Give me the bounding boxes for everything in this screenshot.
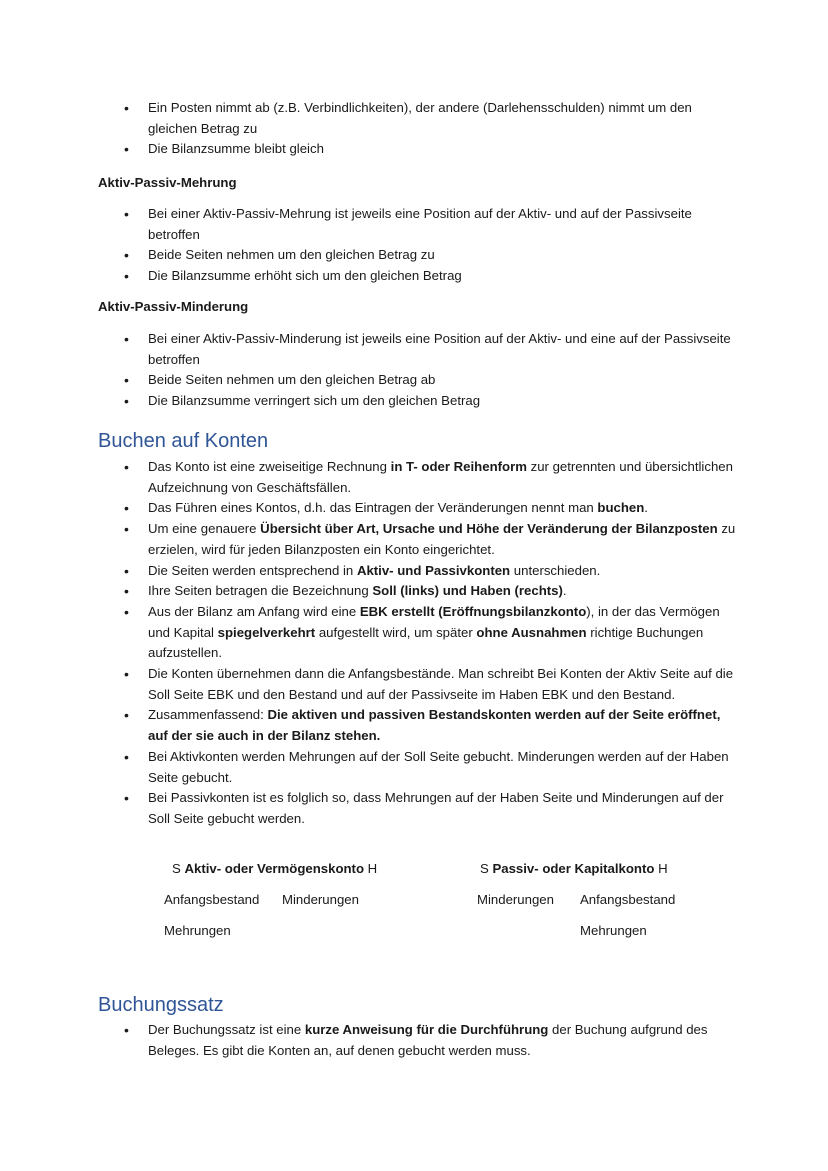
- aktiv-haben-entry: Minderungen: [282, 892, 359, 907]
- text: .: [644, 500, 648, 516]
- text: Ihre Seiten betragen die Bezeichnung: [148, 583, 373, 599]
- text: aufgestellt wird, um später: [315, 624, 477, 640]
- bullet-list: [98, 1020, 738, 1061]
- text: Bei einer Aktiv-Passiv-Minderung ist jeweils eine Position auf der Aktiv- und eine auf der Passivseite betroffen: [148, 331, 731, 367]
- account-name: Aktiv- oder Vermögenskonto: [184, 861, 364, 876]
- list-item: [98, 391, 738, 412]
- bold-text: EBK erstellt (Eröffnungsbilanzkonto: [359, 603, 587, 619]
- text: .: [562, 583, 567, 599]
- bold-text: Übersicht über Art, Ursache und Höhe der Veränderung der Bilanzposten: [260, 521, 718, 537]
- bullet-icon: •: [124, 206, 129, 222]
- list-item: [98, 561, 738, 582]
- soll-label: S: [172, 861, 181, 876]
- text: unterschieden.: [510, 562, 601, 578]
- bullet-icon: •: [124, 562, 129, 579]
- bullet-icon: •: [124, 707, 129, 724]
- list-item: [98, 581, 738, 602]
- bullet-icon: •: [124, 268, 129, 285]
- list-item: [98, 788, 738, 829]
- bullet-icon: •: [124, 459, 129, 475]
- text: Zusammenfassend:: [148, 707, 268, 723]
- heading-block: [98, 428, 738, 454]
- bullet-icon: •: [124, 100, 129, 116]
- bold-text: in T- oder Reihenform: [390, 459, 527, 474]
- subsection-heading: Aktiv-Passiv-Mehrung: [98, 175, 237, 190]
- bullet-icon: •: [124, 141, 129, 158]
- account-name: Passiv- oder Kapitalkonto: [492, 861, 655, 876]
- text: Um eine genauere: [148, 521, 261, 537]
- text: Die Bilanzsumme verringert sich um den gleichen Betrag: [148, 393, 481, 409]
- text: der Buchung aufgrund des Beleges. Es gibt die Konten an, auf denen gebucht werden muss.: [148, 1022, 708, 1058]
- list-item: [98, 519, 738, 560]
- list: [98, 204, 738, 287]
- list-item: [98, 266, 738, 287]
- bullet-icon: •: [124, 393, 129, 410]
- bullet-icon: •: [124, 331, 129, 347]
- aktiv-soll-entry: Mehrungen: [164, 923, 231, 938]
- list-item: [98, 664, 738, 705]
- bullet-icon: •: [124, 603, 129, 620]
- bold-text: kurze Anweisung für die Durchführung: [304, 1022, 549, 1037]
- text: Aus der Bilanz am Anfang wird eine: [148, 603, 360, 619]
- section-heading: Buchen auf Konten: [98, 430, 269, 452]
- haben-label: H: [658, 861, 668, 876]
- list-item: [98, 705, 738, 746]
- list: [98, 457, 738, 830]
- haben-label: H: [367, 861, 378, 876]
- text: Beide Seiten nehmen um den gleichen Betrag ab: [148, 372, 436, 388]
- bullet-icon: •: [124, 666, 129, 683]
- aktiv-soll-entry: Anfangsbestand: [164, 892, 260, 907]
- bullet-icon: •: [124, 372, 129, 389]
- bullet-list: [98, 98, 738, 160]
- text: Bei Passivkonten ist es folglich so, dass Mehrungen auf der Haben Seite und Minderungen auf der Soll Seite gebucht werden.: [148, 790, 724, 826]
- bold-text: Aktiv- und Passivkonten: [356, 562, 511, 578]
- passiv-haben-entry: Anfangsbestand: [580, 892, 676, 907]
- text: Das Konto ist eine zweiseitige Rechnung: [148, 459, 391, 474]
- soll-label: S: [480, 861, 489, 876]
- list-item: [98, 498, 738, 519]
- list: [98, 1020, 738, 1061]
- bullet-icon: •: [124, 748, 129, 765]
- list-item: [98, 98, 738, 139]
- text: Die Bilanzsumme bleibt gleich: [148, 141, 324, 157]
- passiv-soll-entry: Minderungen: [477, 892, 554, 907]
- text: Das Führen eines Kontos, d.h. das Eintragen der Veränderungen nennt man: [148, 500, 598, 516]
- text: Ein Posten nimmt ab (z.B. Verbindlichkeiten), der andere (Darlehensschulden) nimmt um den gleichen Betrag zu: [148, 100, 692, 136]
- text: Beide Seiten nehmen um den gleichen Betrag zu: [148, 247, 435, 263]
- list-item: [98, 370, 738, 391]
- passiv-konto-header: [480, 861, 668, 876]
- section-heading: Buchungssatz: [98, 994, 224, 1016]
- bullet-icon: •: [124, 790, 129, 807]
- list-item: [98, 747, 738, 788]
- bullet-icon: •: [124, 247, 129, 264]
- list: [98, 329, 738, 412]
- bullet-icon: •: [124, 500, 129, 517]
- bold-text: spiegelverkehrt: [217, 624, 316, 640]
- list-item: [98, 204, 738, 245]
- bold-text: buchen: [597, 500, 645, 516]
- text: Der Buchungssatz ist eine: [148, 1022, 305, 1037]
- text: Bei einer Aktiv-Passiv-Mehrung ist jeweils eine Position auf der Aktiv- und auf der Passivseite betroffen: [148, 206, 692, 242]
- list-item: [98, 329, 738, 370]
- list: [98, 98, 738, 160]
- bold-text: Soll (links) und Haben (rechts): [372, 583, 563, 599]
- heading-block: [98, 297, 738, 317]
- list-item: [98, 457, 738, 498]
- text: Bei Aktivkonten werden Mehrungen auf der Soll Seite gebucht. Minderungen werden auf der Haben Seite gebucht.: [148, 748, 729, 785]
- text: ), in der das Vermögen und Kapital: [148, 603, 720, 640]
- bullet-icon: •: [124, 1022, 129, 1038]
- list-item: [98, 245, 738, 266]
- text: zu erzielen, wird für jeden Bilanzposten ein Konto eingerichtet.: [148, 521, 736, 557]
- subsection-heading: Aktiv-Passiv-Minderung: [98, 299, 249, 314]
- text: Die Bilanzsumme erhöht sich um den gleichen Betrag: [148, 268, 462, 284]
- passiv-haben-entry: Mehrungen: [580, 923, 647, 938]
- heading-block: [98, 992, 738, 1018]
- bold-text: ohne Ausnahmen: [476, 624, 587, 640]
- bullet-list: [98, 457, 738, 830]
- text: Die Konten übernehmen dann die Anfangsbestände. Man schreibt Bei Konten der Aktiv Seite auf die Soll Seite EBK und den Bestand und auf der Passivseite im Haben EBK und den Bestand.: [148, 666, 734, 702]
- text: Die Seiten werden entsprechend in: [148, 562, 357, 578]
- text: zur getrennten und übersichtlichen Aufzeichnung von Geschäftsfällen.: [148, 459, 733, 495]
- list-item: [98, 1020, 738, 1061]
- bold-text: Die aktiven und passiven Bestandskonten werden auf der Seite eröffnet, auf der sie auch in der Bilanz stehen.: [148, 707, 721, 744]
- bullet-icon: •: [124, 583, 129, 600]
- bullet-list: [98, 329, 738, 412]
- text: richtige Buchungen aufzustellen.: [148, 624, 704, 661]
- aktiv-konto-header: [172, 861, 377, 876]
- bullet-list: [98, 204, 738, 287]
- list-item: [98, 139, 738, 160]
- list-item: [98, 602, 738, 664]
- heading-block: [98, 173, 738, 193]
- bullet-icon: •: [124, 521, 129, 538]
